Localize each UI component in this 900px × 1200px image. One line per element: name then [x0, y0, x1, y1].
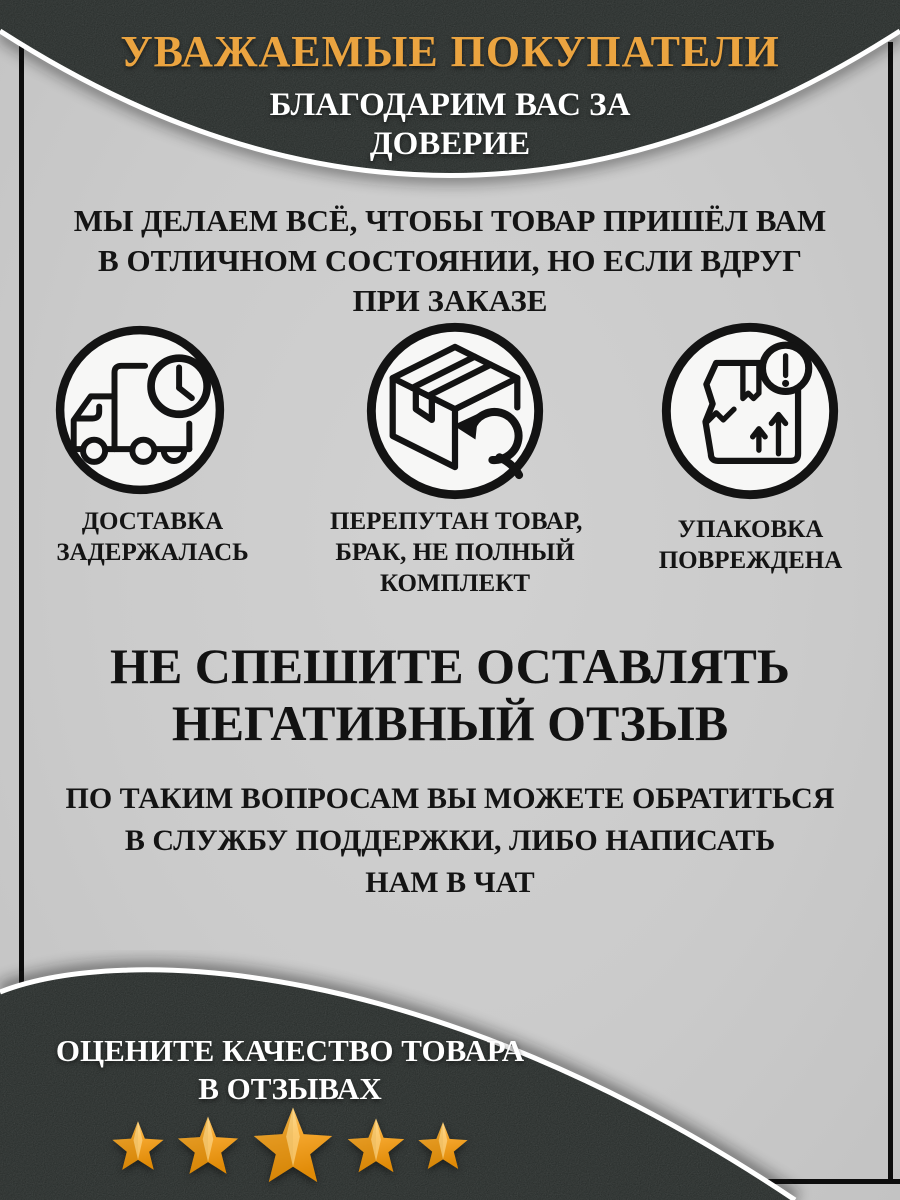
issue-label-line: ПЕРЕПУТАН ТОВАР, [330, 508, 583, 535]
issue-label-line: ПОВРЕЖДЕНА [658, 547, 843, 574]
truck-clock-icon [55, 325, 225, 500]
issue-label-line: УПАКОВКА [677, 516, 824, 543]
star-icon [110, 1119, 166, 1175]
damaged-package-icon [661, 322, 839, 505]
warning-heading-line1: НЕ СПЕШИТЕ ОСТАВЛЯТЬ [110, 638, 790, 694]
issue-label-line: ЗАДЕРЖАЛАСЬ [56, 539, 249, 566]
star-icon [345, 1116, 407, 1178]
footer-line-1: ОЦЕНИТЕ КАЧЕСТВО ТОВАРА [55, 1033, 525, 1068]
star-icon [416, 1120, 470, 1174]
footer-line-2: В ОТЗЫВАХ [198, 1071, 382, 1106]
header-subtitle-line2: ДОВЕРИЕ [369, 126, 531, 162]
header-subtitle [0, 86, 900, 164]
issue-label-delivery [30, 506, 275, 568]
issue-label-wrong-item [330, 506, 583, 599]
star-icon [250, 1104, 336, 1190]
warning-heading [0, 638, 900, 752]
warning-heading-line2: НЕГАТИВНЫЙ ОТЗЫВ [171, 695, 729, 751]
intro-line-1: МЫ ДЕЛАЕМ ВСЁ, ЧТОБЫ ТОВАР ПРИШЁЛ ВАМ [73, 203, 827, 238]
issue-label-line: КОМПЛЕКТ [379, 570, 531, 597]
support-line-1: ПО ТАКИМ ВОПРОСАМ ВЫ МОЖЕТЕ ОБРАТИТЬСЯ [65, 782, 835, 815]
issue-label-line: БРАК, НЕ ПОЛНЫЙ [335, 539, 575, 566]
header-subtitle-line1: БЛАГОДАРИМ ВАС ЗА [269, 87, 631, 123]
header [0, 0, 900, 164]
box-return-arrow-icon [366, 322, 544, 505]
issue-label-line: ДОСТАВКА [81, 508, 224, 535]
star-icon [175, 1114, 241, 1180]
intro-line-2: В ОТЛИЧНОМ СОСТОЯНИИ, НО ЕСЛИ ВДРУГ [98, 243, 802, 278]
intro-line-3: ПРИ ЗАКАЗЕ [352, 283, 548, 318]
footer-text [0, 1032, 580, 1108]
stars-row [0, 1104, 580, 1190]
support-line-3: НАМ В ЧАТ [365, 866, 535, 899]
support-text [60, 778, 840, 904]
issue-label-damaged-packaging [628, 514, 873, 576]
page-title: УВАЖАЕМЫЕ ПОКУПАТЕЛИ [120, 27, 780, 76]
support-line-2: В СЛУЖБУ ПОДДЕРЖКИ, ЛИБО НАПИСАТЬ [124, 824, 776, 857]
intro-text [70, 201, 830, 321]
